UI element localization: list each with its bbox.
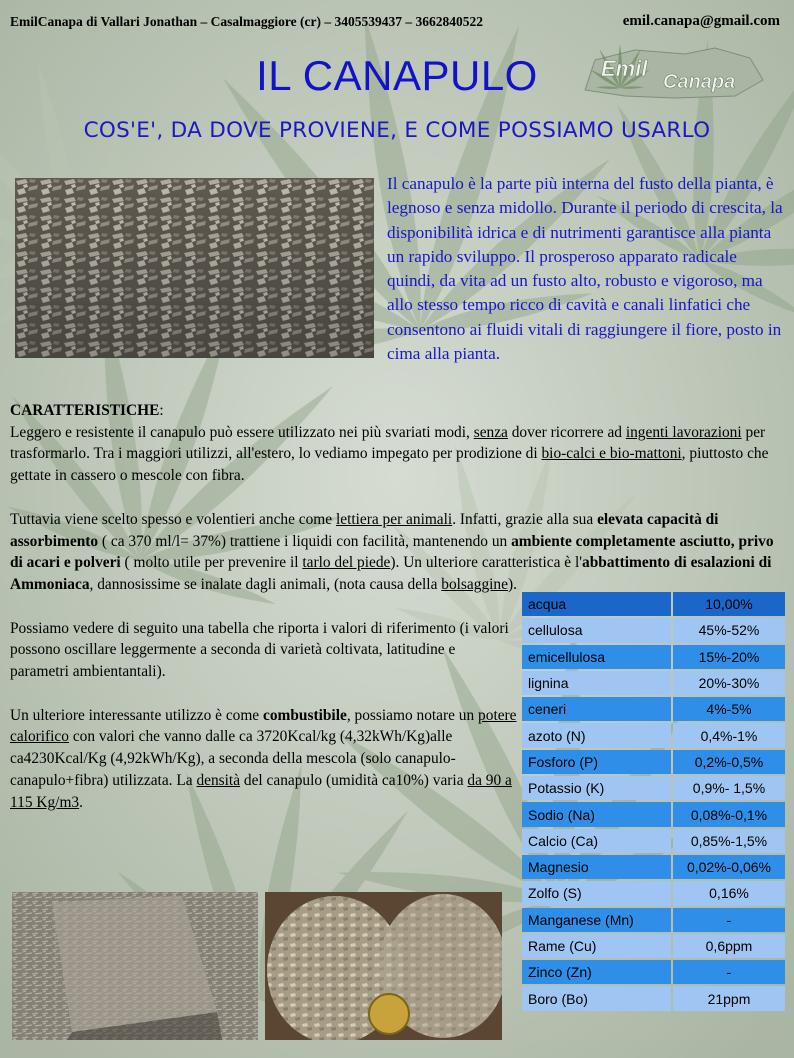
p4-underline-valori: da 90 a 115 Kg/m3 bbox=[10, 771, 512, 811]
page-title: IL CANAPULO bbox=[256, 52, 538, 99]
p1-underline-lavorazioni: ingenti lavorazioni bbox=[625, 423, 742, 441]
table-cell-value: 0,02%-0,06% bbox=[673, 855, 785, 879]
p2-text: ( molto utile per prevenire il bbox=[120, 554, 303, 572]
table-cell-name: Zinco (Zn) bbox=[522, 960, 671, 984]
heading-colon: : bbox=[159, 402, 164, 419]
table-cell-name: Sodio (Na) bbox=[522, 802, 671, 826]
table-cell-name: Magnesio bbox=[522, 855, 671, 879]
p2-underline-tarlo: tarlo del piede bbox=[302, 554, 391, 572]
p2-bold-ammoniaca: abbattimento di esalazioni di Ammoniaca bbox=[10, 554, 772, 593]
table-cell-value: 0,4%-1% bbox=[673, 723, 785, 747]
table-row bbox=[522, 618, 785, 642]
composition-table bbox=[520, 590, 787, 1013]
p2-text: ). Un ulteriore caratteristica è l' bbox=[390, 554, 583, 572]
table-row bbox=[522, 908, 785, 932]
page-subtitle: COS'E', DA DOVE PROVIENE, E COME POSSIAMO USARLO bbox=[83, 118, 711, 143]
logo-text-emil: Emil bbox=[601, 56, 648, 81]
table-cell-name: azoto (N) bbox=[522, 723, 671, 747]
logo-text-canapa: Canapa bbox=[663, 71, 736, 93]
table-cell-value: 0,9%- 1,5% bbox=[673, 776, 785, 800]
table-cell-name: Fosforo (P) bbox=[522, 750, 671, 774]
table-row bbox=[522, 776, 785, 800]
p1-text: dover ricorrere ad bbox=[507, 423, 626, 441]
table-row bbox=[522, 934, 785, 958]
header-email[interactable]: emil.canapa@gmail.com bbox=[622, 13, 780, 29]
p2-text: , dannosissime se inalate dagli animali, (nota causa della bbox=[89, 575, 442, 593]
table-cell-name: acqua bbox=[522, 592, 671, 616]
table-row bbox=[522, 855, 785, 879]
p2-bold-assorbimento: elevata capacità di assorbimento bbox=[10, 510, 719, 550]
p2-bold-ambiente: ambiente completamente asciutto, privo di acari e polveri bbox=[10, 532, 774, 572]
header-contact: EmilCanapa di Vallari Jonathan – Casalmaggiore (cr) – 3405539437 – 3662840522 bbox=[10, 14, 484, 29]
p4-text: . bbox=[79, 793, 83, 811]
table-cell-value: 0,85%-1,5% bbox=[673, 829, 785, 853]
table-cell-value: 10,00% bbox=[673, 592, 785, 616]
p2-text: ( ca 370 ml/l= 37%) trattiene i liquidi con facilità, mantenendo un bbox=[98, 532, 512, 550]
p1-underline-bio: bio-calci e bio-mattoni bbox=[541, 445, 682, 463]
table-row bbox=[522, 802, 785, 826]
table-row bbox=[522, 592, 785, 616]
table-cell-value: 20%-30% bbox=[673, 671, 785, 695]
characteristics-heading: CARATTERISTICHE bbox=[10, 402, 160, 419]
coin-icon bbox=[369, 994, 409, 1034]
p4-text: Un ulteriore interessante utilizzo è come bbox=[10, 706, 263, 724]
table-intro-paragraph: Possiamo vedere di seguito una tabella che riporta i valori di riferimento (i valori possono oscillare leggermente a seconda di varietà coltivata, latitudine e parametri ambientantali). bbox=[10, 619, 509, 681]
p2-underline-bolsaggine: bolsaggine bbox=[441, 575, 508, 593]
table-cell-value: 21ppm bbox=[673, 986, 785, 1010]
p4-text: con valori che vanno dalle ca 3720Kcal/kg (4,32kWh/Kg)alle ca4230Kcal/Kg (4,92kWh/Kg), a seconda della mescola (solo canapulo-canapulo+fibra) utilizzata. La bbox=[10, 728, 456, 789]
p1-underline-senza: senza bbox=[473, 423, 508, 441]
p4-underline-densita: densità bbox=[196, 771, 241, 789]
fuel-paragraph bbox=[10, 705, 518, 814]
table-cell-name: ceneri bbox=[522, 697, 671, 721]
table-row bbox=[522, 697, 785, 721]
p4-text: , possiamo notare un bbox=[346, 706, 479, 724]
p1-text: per trasformarlo. Tra i maggiori utilizzi, all'estero, lo vediamo impegato per prodizione di bbox=[10, 423, 766, 463]
table-cell-name: emicellulosa bbox=[522, 645, 671, 669]
table-cell-name: Zolfo (S) bbox=[522, 881, 671, 905]
table-cell-value: 4%-5% bbox=[673, 697, 785, 721]
litter-paragraph bbox=[10, 509, 786, 596]
table-row bbox=[522, 671, 785, 695]
p4-underline-potere: potere calorifico bbox=[10, 706, 517, 746]
table-cell-value: 0,08%-0,1% bbox=[673, 802, 785, 826]
table-cell-value: 15%-20% bbox=[673, 645, 785, 669]
table-row bbox=[522, 960, 785, 984]
p2-text: ). bbox=[507, 575, 517, 593]
table-cell-name: Potassio (K) bbox=[522, 776, 671, 800]
table-cell-name: lignina bbox=[522, 671, 671, 695]
p1-text: Leggero e resistente il canapulo può essere utilizzato nei più svariati modi, bbox=[10, 423, 474, 441]
table-cell-value: 0,2%-0,5% bbox=[673, 750, 785, 774]
table-row bbox=[522, 750, 785, 774]
intro-paragraph bbox=[10, 172, 786, 366]
intro-image-spacer bbox=[10, 172, 387, 362]
p2-underline-lettiera: lettiera per animali bbox=[335, 510, 453, 528]
table-cell-name: cellulosa bbox=[522, 618, 671, 642]
table-row bbox=[522, 645, 785, 669]
table-cell-name: Boro (Bo) bbox=[522, 986, 671, 1010]
p2-text: Tuttavia viene scelto spesso e volentieri anche come bbox=[10, 510, 336, 528]
intro-text: Il canapulo è la parte più interna del fusto della pianta, è legnoso e senza midollo. Durante il periodo di crescita, la disponibilità idrica e di nutrimenti garantisce alla pianta un rapido sviluppo. Il prosperoso apparato radicale quindi, da vita ad un fusto alto, robusto e vigoroso, ma allo stesso tempo ricco di cavità e canali linfatici che consentono ai fluidi vitali di raggiungere il fiore, posto in cima alla pianta. bbox=[387, 174, 783, 364]
hemp-block-photo bbox=[12, 892, 258, 1040]
hemp-discs-photo bbox=[265, 892, 502, 1040]
table-cell-value: 0,6ppm bbox=[673, 934, 785, 958]
table-cell-value: - bbox=[673, 908, 785, 932]
table-cell-name: Calcio (Ca) bbox=[522, 829, 671, 853]
table-cell-name: Manganese (Mn) bbox=[522, 908, 671, 932]
table-cell-name: Rame (Cu) bbox=[522, 934, 671, 958]
table-row bbox=[522, 829, 785, 853]
header-contact-line bbox=[10, 14, 790, 30]
table-row bbox=[522, 986, 785, 1010]
table-row bbox=[522, 881, 785, 905]
p4-bold-combustibile: combustibile bbox=[263, 706, 347, 724]
table-cell-value: 0,16% bbox=[673, 881, 785, 905]
table-cell-value: - bbox=[673, 960, 785, 984]
table-cell-value: 45%-52% bbox=[673, 618, 785, 642]
p2-text: . Infatti, grazie alla sua bbox=[452, 510, 598, 528]
p1-text: , piuttosto che gettate in cassero o mescole con fibra. bbox=[10, 445, 769, 485]
p4-text: del canapulo (umidità ca10%) varia bbox=[240, 771, 468, 789]
characteristics-paragraph bbox=[10, 400, 786, 487]
table-row bbox=[522, 723, 785, 747]
